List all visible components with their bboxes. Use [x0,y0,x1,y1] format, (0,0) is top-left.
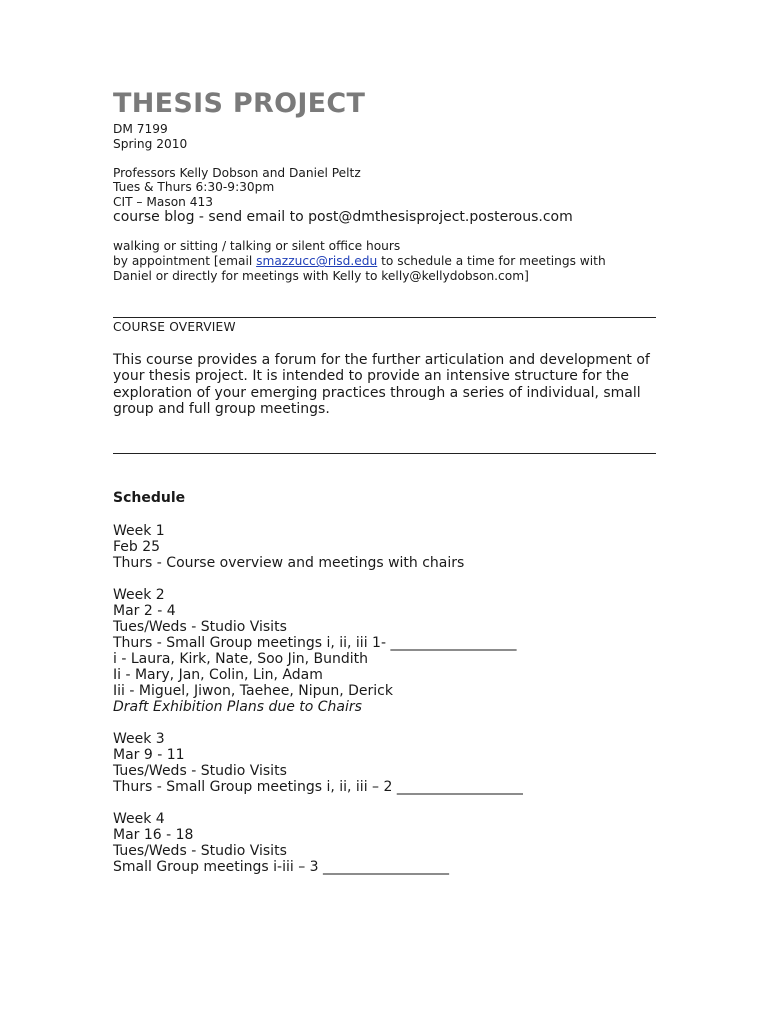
schedule-heading: Schedule [113,490,186,506]
week-item: Ii - Mary, Jan, Colin, Lin, Adam [113,667,323,683]
course-term: Spring 2010 [113,136,188,151]
week-label: Week 3 [113,731,165,747]
divider-bottom [113,453,656,454]
week-dates: Mar 9 - 11 [113,747,185,763]
course-time: Tues & Thurs 6:30-9:30pm [113,180,275,194]
week-item: Tues/Weds - Studio Visits [113,843,287,859]
week-item: i - Laura, Kirk, Nate, Soo Jin, Bundith [113,651,368,667]
office-hours-prefix: by appointment [email [113,254,257,269]
week-dates: Mar 16 - 18 [113,827,194,843]
overview-heading: COURSE OVERVIEW [113,320,236,334]
office-hours-line-2 [113,254,673,269]
schedule-week [113,731,673,795]
overview-text: This course provides a forum for the further articulation and development of your thesis project. It is intended to provide an intensive structure for the exploration of your emerging practices through a series of individual, small group and full group meetings. [113,352,650,417]
office-hours-suffix: to schedule a time for meetings with [377,254,606,269]
schedule-list [113,523,673,891]
week-label: Week 2 [113,587,165,603]
week-label: Week 4 [113,811,165,827]
week-item: Small Group meetings i-iii – 3 __________________ [113,859,450,875]
week-note: Draft Exhibition Plans due to Chairs [113,699,362,715]
office-hours-line-3: Daniel or directly for meetings with Kelly to kelly@kellydobson.com] [113,269,529,284]
schedule-week [113,523,673,571]
week-item: Thurs - Small Group meetings i, ii, iii – 2 __________________ [113,779,523,795]
week-item: Iii - Miguel, Jiwon, Taehee, Nipun, Derick [113,683,393,699]
course-professors: Professors Kelly Dobson and Daniel Peltz [113,165,361,180]
week-label: Week 1 [113,523,165,539]
week-dates: Mar 2 - 4 [113,603,176,619]
week-item: Tues/Weds - Studio Visits [113,763,287,779]
email-link[interactable]: smazzucc@risd.edu [256,254,378,269]
office-hours [113,239,673,285]
week-dates: Feb 25 [113,539,161,555]
document-title: THESIS PROJECT [113,88,366,119]
office-hours-line-1: walking or sitting / talking or silent office hours [113,239,401,253]
week-item: Thurs - Course overview and meetings with chairs [113,555,465,571]
course-info [113,122,673,226]
course-code: DM 7199 [113,122,168,136]
divider-top [113,317,656,318]
course-location: CIT – Mason 413 [113,194,214,209]
schedule-week [113,811,673,875]
schedule-week [113,587,673,715]
week-item: Tues/Weds - Studio Visits [113,619,287,635]
week-item: Thurs - Small Group meetings i, ii, iii 1- __________________ [113,635,517,651]
course-blog: course blog - send email to post@dmthesisproject.posterous.com [113,209,573,225]
